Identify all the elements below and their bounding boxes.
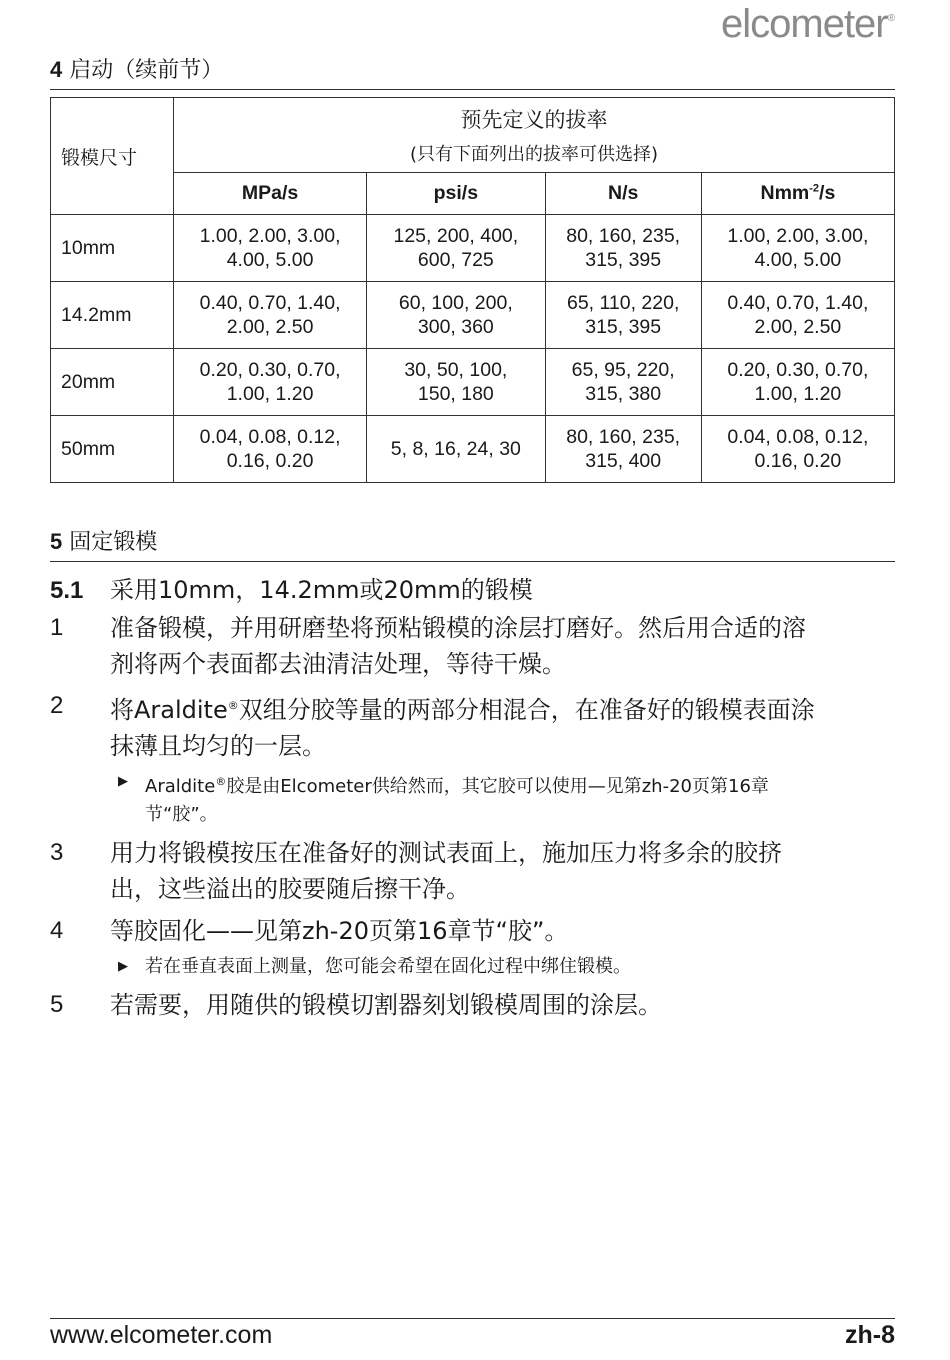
table-cell: 80, 160, 235, 315, 400 — [545, 416, 701, 483]
table-corner-header: 锻模尺寸 — [51, 98, 174, 215]
table-cell: 80, 160, 235, 315, 395 — [545, 215, 701, 282]
table-row — [51, 282, 895, 349]
table-row — [51, 215, 895, 282]
table-cell: 0.40, 0.70, 1.40, 2.00, 2.50 — [174, 282, 367, 349]
list-item: 2 将Araldite®双组分胶等量的两部分相混合，在准备好的锻模表面涂 抹薄且均匀的一层。 — [50, 688, 900, 764]
table-cell: 0.04, 0.08, 0.12, 0.16, 0.20 — [701, 416, 894, 483]
row-size: 20mm — [51, 349, 174, 416]
triangle-right-icon: ▶ — [118, 959, 128, 974]
step-number: 4 — [50, 917, 64, 944]
subsection-number: 5.1 — [50, 577, 84, 604]
table-subtitle: (只有下面列出的拔率可供选择) — [409, 144, 659, 165]
row-size: 50mm — [51, 416, 174, 483]
table-cell: 0.20, 0.30, 0.70, 1.00, 1.20 — [701, 349, 894, 416]
table-cell: 30, 50, 100, 150, 180 — [367, 349, 545, 416]
table-title-cell — [174, 98, 895, 173]
list-item: 1 准备锻模，并用研磨垫将预粘锻模的涂层打磨好。然后用合适的溶 剂将两个表面都去油清洁处理，等待干燥。 — [50, 610, 900, 682]
step-number: 3 — [50, 839, 64, 866]
section-title: 固定锻模 — [69, 530, 158, 555]
table-cell: 0.20, 0.30, 0.70, 1.00, 1.20 — [174, 349, 367, 416]
table-row — [51, 349, 895, 416]
step-number: 1 — [50, 614, 64, 641]
table-cell: 0.40, 0.70, 1.40, 2.00, 2.50 — [701, 282, 894, 349]
unit-header-nmm: Nmm$^{-2}$/s — [701, 173, 894, 215]
table-cell: 125, 200, 400, 600, 725 — [367, 215, 545, 282]
section-number: 5 — [50, 529, 63, 554]
table-cell: 1.00, 2.00, 3.00, 4.00, 5.00 — [701, 215, 894, 282]
triangle-right-icon: ▶ — [118, 774, 128, 789]
table-cell: 0.04, 0.08, 0.12, 0.16, 0.20 — [174, 416, 367, 483]
section-4-heading — [50, 56, 895, 90]
table-cell: 5, 8, 16, 24, 30 — [367, 416, 545, 483]
pull-rate-table — [50, 97, 895, 483]
unit-header-psi: psi/s — [367, 173, 545, 215]
step-list — [50, 610, 900, 1029]
table-cell: 60, 100, 200, 300, 360 — [367, 282, 545, 349]
step-number: 2 — [50, 692, 64, 719]
section-title: 启动（续前节） — [69, 58, 224, 83]
subsection-title: 采用10mm，14.2mm或20mm的锻模 — [110, 576, 533, 604]
page-number: zh-8 — [845, 1321, 895, 1349]
list-item: ▶ 若在垂直表面上测量，您可能会希望在固化过程中绑住锻模。 — [50, 953, 900, 981]
page-footer — [50, 1318, 895, 1349]
elcometer-logo: elcometer® — [721, 2, 895, 46]
step-number: 5 — [50, 991, 64, 1018]
row-size: 14.2mm — [51, 282, 174, 349]
table-row — [51, 416, 895, 483]
list-item: ▶ Araldite®胶是由Elcometer供给然而，其它胶可以使用—见第zh-20页第16章 节“胶”。 — [50, 768, 900, 829]
row-size: 10mm — [51, 215, 174, 282]
table-cell: 65, 110, 220, 315, 395 — [545, 282, 701, 349]
footer-url[interactable]: www.elcometer.com — [50, 1321, 273, 1349]
section-5-heading — [50, 528, 895, 562]
table-cell: 65, 95, 220, 315, 380 — [545, 349, 701, 416]
unit-header-mpa: MPa/s — [174, 173, 367, 215]
list-item: 4 等胶固化——见第zh-20页第16章节“胶”。 — [50, 913, 900, 949]
list-item: 3 用力将锻模按压在准备好的测试表面上，施加压力将多余的胶挤 出，这些溢出的胶要随后擦干净。 — [50, 835, 900, 907]
subsection-5-1-heading — [50, 574, 533, 607]
table-cell: 1.00, 2.00, 3.00, 4.00, 5.00 — [174, 215, 367, 282]
list-item: 5 若需要，用随供的锻模切割器刻划锻模周围的涂层。 — [50, 987, 900, 1023]
table-title: 预先定义的拔率 — [460, 108, 608, 132]
unit-header-n: N/s — [545, 173, 701, 215]
section-number: 4 — [50, 57, 63, 82]
